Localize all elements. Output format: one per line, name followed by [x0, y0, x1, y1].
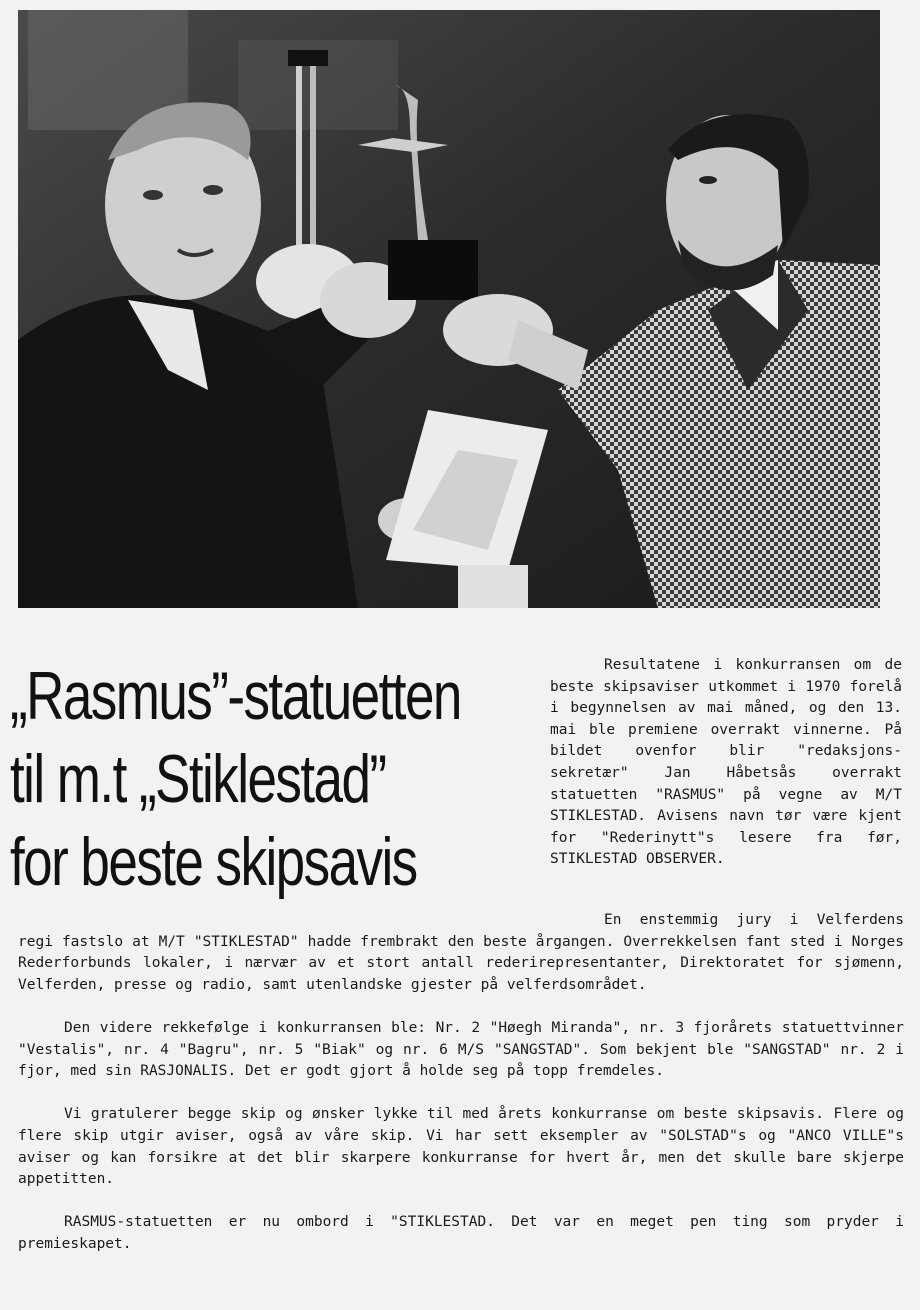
headline-line-3: for beste skipsavis — [10, 824, 417, 900]
body-paragraph-3: Vi gratulerer begge skip og ønsker lykke til med årets konkurranse om beste skipsavis. Flere og flere skip utgir aviser, også av våre skip. Vi har sett eksempler av "SOLSTAD"s og "ANCO VILLE"s aviser og kan forsikre at det blir skarpere konkurranse for hvert år, men det skulle bare skjerpe appetitten. — [18, 1106, 904, 1188]
headline — [10, 655, 461, 904]
headline-line-2: til m.t „Stiklestad” — [10, 741, 386, 817]
award-photo — [18, 10, 880, 608]
headline-line-1: „Rasmus”-statuetten — [10, 658, 461, 734]
intro-paragraph: Resultatene i konkurransen om de beste skipsaviser utkommet i 1970 forelå i begynnelsen av mai måned, og den 13. mai ble premiene overrakt vinnerne. På bildet ovenfor blir "redaksjons-sekretær" Jan Håbetsås overrakt statuetten "RASMUS" på vegne av M/T STIKLESTAD. Avisens navn tør være kjent for "Rederinytt"s lesere fra før, STIKLESTAD OBSERVER. — [550, 657, 902, 868]
body-paragraph-1: En enstemmig jury i Velferdens regi fastslo at M/T "STIKLESTAD" hadde frembrakt den beste årgangen. Overrekkelsen fant sted i Norges Rederforbunds lokaler, i nærvær av et stort antall rederirepresentanter, Direktoratet for sjømenn, Velferden, presse og radio, samt utenlandske gjester på velferdsområdet. — [18, 912, 904, 993]
article-body — [18, 910, 904, 1277]
body-paragraph-4: RASMUS-statuetten er nu ombord i "STIKLESTAD. Det var en meget pen ting som pryder i premieskapet. — [18, 1214, 904, 1252]
body-paragraph-2: Den videre rekkefølge i konkurransen ble: Nr. 2 "Høegh Miranda", nr. 3 fjorårets statuettvinner "Vestalis", nr. 4 "Bagru", nr. 5 "Biak" og nr. 6 M/S "SANGSTAD". Som bekjent ble "SANGSTAD" nr. 2 i fjor, med sin RASJONALIS. Det er godt gjort å holde seg på topp fremdeles. — [18, 1019, 904, 1080]
